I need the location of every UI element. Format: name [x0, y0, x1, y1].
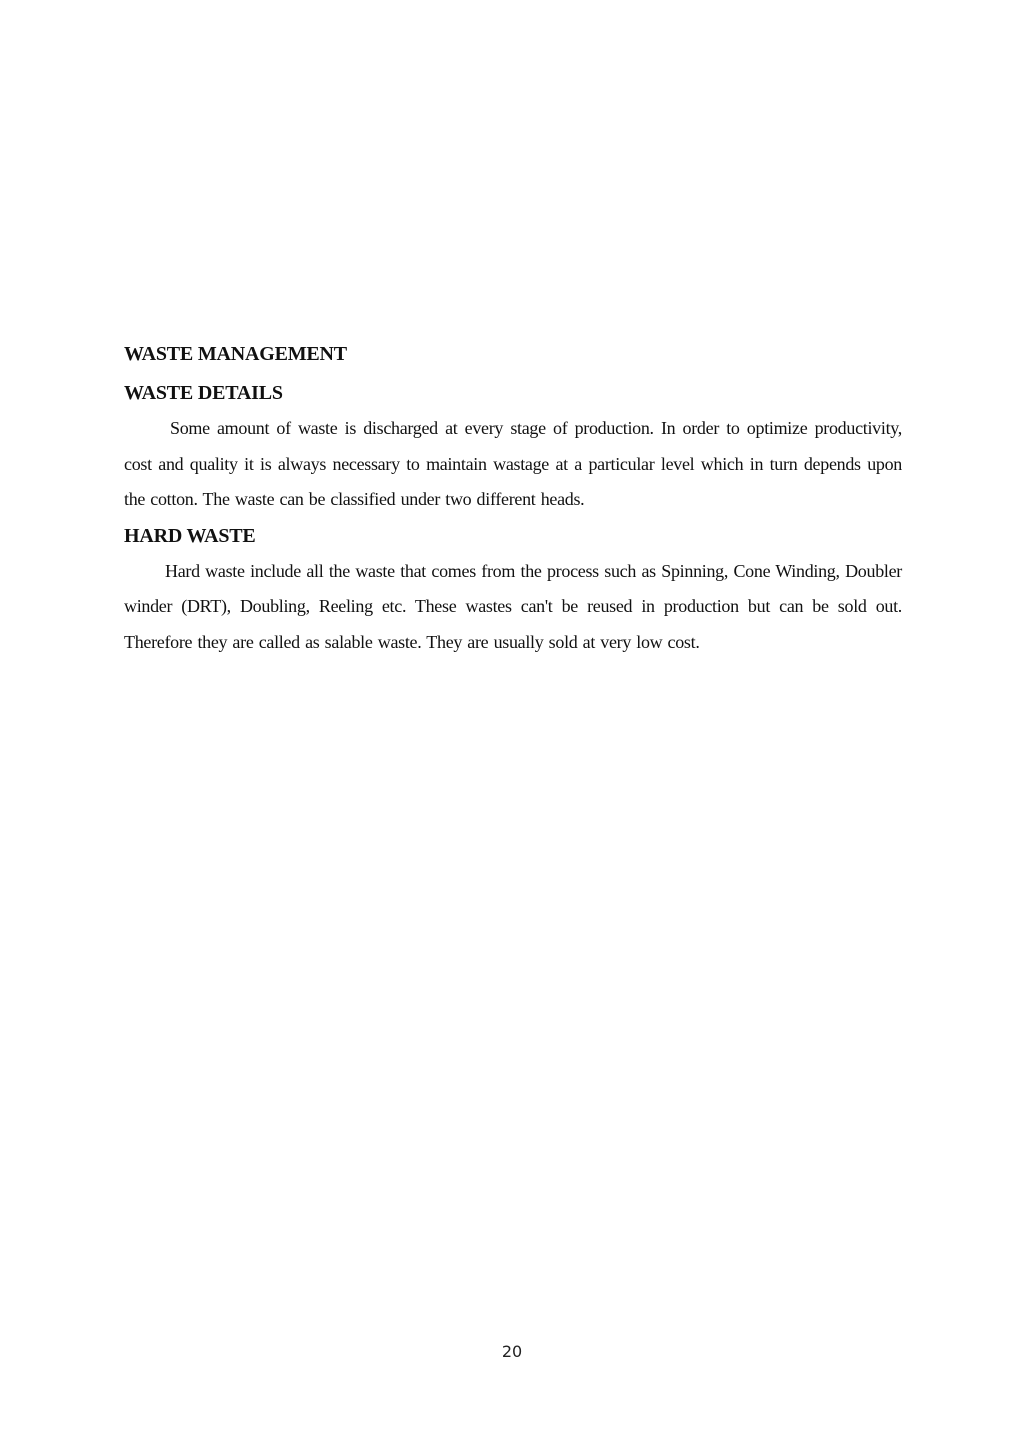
- page-number: 20: [501, 1342, 523, 1361]
- paragraph-hard-waste: Hard waste include all the waste that comes from the process such as Spinning, Cone Winding, Doubler winder (DRT), Doubling, Reeling etc. These wastes can't be reused in production but can be sold out. Therefore they are called as salable waste. They are usually sold at very low cost.: [124, 560, 902, 652]
- paragraph-waste-details: Some amount of waste is discharged at every stage of production. In order to optimize productivity, cost and quality it is always necessary to maintain wastage at a particular level which in turn depends upon the cotton. The waste can be classified under two different heads.: [124, 418, 902, 509]
- page-content: [124, 340, 902, 660]
- heading-hard-waste: HARD WASTE: [124, 524, 256, 547]
- heading-waste-management: WASTE MANAGEMENT: [124, 343, 347, 365]
- heading-waste-details: WASTE DETAILS: [124, 382, 283, 404]
